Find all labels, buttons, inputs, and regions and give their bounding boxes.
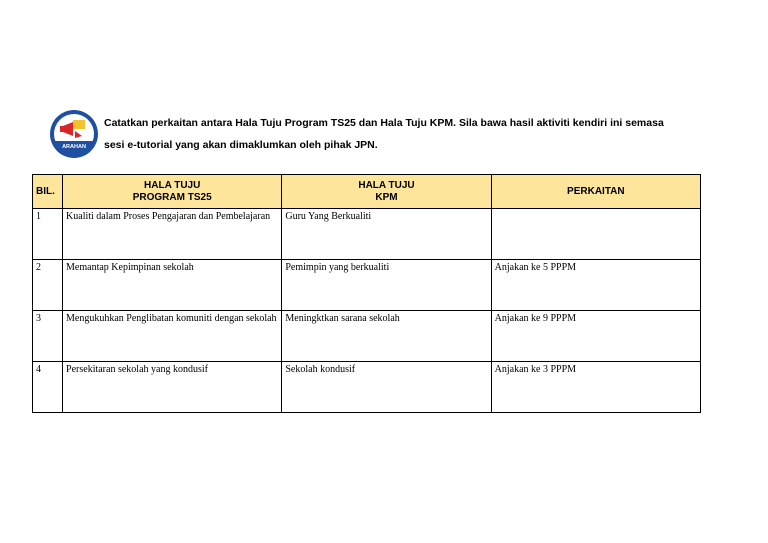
instruction-line-2: sesi e-tutorial yang akan dimaklumkan oleh pihak JPN.	[104, 139, 378, 151]
cell-ts25: Mengukuhkan Penglibatan komuniti dengan sekolah	[63, 311, 282, 362]
cell-perkaitan	[491, 209, 700, 260]
cell-ts25: Memantap Kepimpinan sekolah	[63, 260, 282, 311]
cell-ts25: Kualiti dalam Proses Pengajaran dan Pembelajaran	[63, 209, 282, 260]
cell-perkaitan: Anjakan ke 5 PPPM	[491, 260, 700, 311]
table-header-row	[33, 175, 701, 209]
table-row	[33, 362, 701, 413]
hala-tuju-table	[32, 174, 701, 413]
header-perkaitan: PERKAITAN	[491, 175, 700, 209]
instruction-line-1: Catatkan perkaitan antara Hala Tuju Program TS25 dan Hala Tuju KPM. Sila bawa hasil aktiviti kendiri ini semasa	[104, 117, 664, 129]
cell-bil: 3	[33, 311, 63, 362]
header-ts25-line1: HALA TUJU	[144, 179, 201, 191]
cell-bil: 4	[33, 362, 63, 413]
cell-bil: 1	[33, 209, 63, 260]
cell-perkaitan: Anjakan ke 9 PPPM	[491, 311, 700, 362]
logo-label: ARAHAN	[62, 144, 86, 150]
header-bil: BIL.	[33, 175, 63, 209]
cell-perkaitan: Anjakan ke 3 PPPM	[491, 362, 700, 413]
header-ts25-line2: PROGRAM TS25	[132, 191, 212, 203]
cell-bil: 2	[33, 260, 63, 311]
cell-kpm: Sekolah kondusif	[282, 362, 491, 413]
header-kpm	[282, 175, 491, 209]
cell-ts25: Persekitaran sekolah yang kondusif	[63, 362, 282, 413]
header-kpm-line2: KPM	[375, 191, 398, 203]
header-ts25	[63, 175, 282, 209]
table-row	[33, 260, 701, 311]
header-kpm-line1: HALA TUJU	[358, 179, 415, 191]
arahan-logo-icon	[49, 109, 99, 159]
cell-kpm: Meningktkan sarana sekolah	[282, 311, 491, 362]
table-row	[33, 209, 701, 260]
cell-kpm: Pemimpin yang berkualiti	[282, 260, 491, 311]
cell-kpm: Guru Yang Berkualiti	[282, 209, 491, 260]
table-row	[33, 311, 701, 362]
